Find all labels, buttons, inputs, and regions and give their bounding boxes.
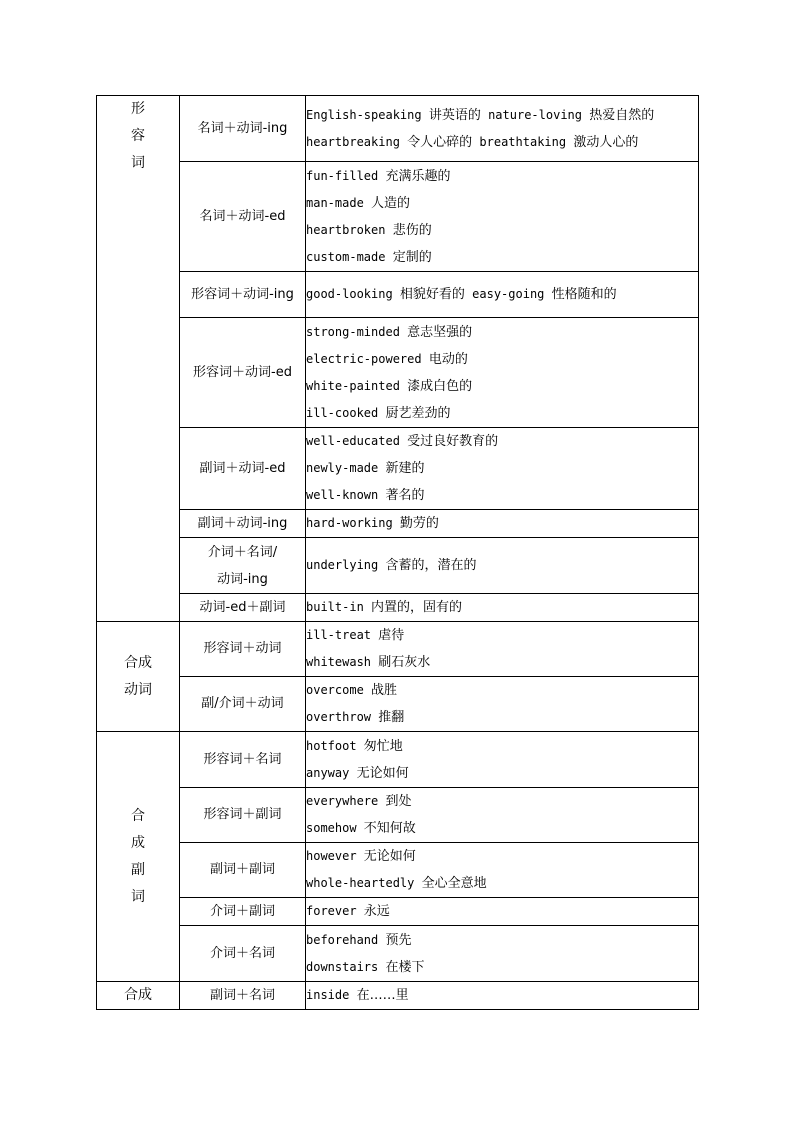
pattern-cell: 形容词＋动词-ing — [180, 272, 306, 318]
pattern-cell: 形容词＋副词 — [180, 788, 306, 843]
pattern-cell: 名词＋动词-ed — [180, 162, 306, 272]
pattern-cell: 副词＋动词-ing — [180, 510, 306, 538]
table-row — [97, 622, 699, 677]
example-line: overthrow 推翻 — [306, 710, 405, 725]
table-row — [97, 96, 699, 162]
pattern-cell: 介词＋名词 — [180, 926, 306, 982]
pattern-cell: 副词＋名词 — [180, 982, 306, 1010]
pattern-cell: 副/介词＋动词 — [180, 677, 306, 732]
pattern-cell: 副词＋副词 — [180, 843, 306, 898]
examples-cell — [306, 318, 699, 428]
examples-cell — [306, 622, 699, 677]
examples-cell — [306, 428, 699, 510]
example-line: ill-cooked 厨艺差劲的 — [306, 405, 451, 421]
table-row — [97, 594, 699, 622]
example-line: hard-working 勤劳的 — [306, 516, 439, 531]
table-row — [97, 318, 699, 428]
pattern-cell: 动词-ed＋副词 — [180, 594, 306, 622]
example-line: however 无论如何 — [306, 849, 416, 864]
table-row — [97, 428, 699, 510]
example-line: downstairs 在楼下 — [306, 959, 425, 975]
examples-cell — [306, 677, 699, 732]
table-row — [97, 982, 699, 1010]
example-line: overcome 战胜 — [306, 683, 398, 698]
example-line: beforehand 预先 — [306, 932, 412, 948]
category-compound: 合成 — [97, 982, 180, 1010]
pattern-cell: 形容词＋动词 — [180, 622, 306, 677]
example-line: underlying 含蓄的，潜在的 — [306, 558, 477, 573]
table-row — [97, 788, 699, 843]
example-line: heartbreaking 令人心碎的 breathtaking 激动人心的 — [306, 134, 639, 150]
example-line: strong-minded 意志坚强的 — [306, 324, 473, 340]
table-row — [97, 538, 699, 594]
compound-word-table — [96, 95, 699, 1010]
example-line: hotfoot 匆忙地 — [306, 738, 403, 754]
table-row — [97, 898, 699, 926]
table-row — [97, 510, 699, 538]
example-line: newly-made 新建的 — [306, 461, 425, 476]
example-line: English-speaking 讲英语的 nature-loving 热爱自然的 — [306, 107, 655, 123]
examples-cell — [306, 898, 699, 926]
examples-cell — [306, 162, 699, 272]
table-row — [97, 732, 699, 788]
pattern-cell: 形容词＋名词 — [180, 732, 306, 788]
examples-cell — [306, 843, 699, 898]
table-row — [97, 272, 699, 318]
example-line: man-made 人造的 — [306, 195, 411, 211]
example-line: well-known 著名的 — [306, 488, 425, 503]
example-line: well-educated 受过良好教育的 — [306, 434, 499, 449]
example-line: anyway 无论如何 — [306, 765, 409, 781]
example-line: good-looking 相貌好看的 easy-going 性格随和的 — [306, 287, 617, 302]
example-line: whole-heartedly 全心全意地 — [306, 876, 487, 891]
table-row — [97, 677, 699, 732]
examples-cell — [306, 594, 699, 622]
examples-cell — [306, 982, 699, 1010]
pattern-cell: 副词＋动词-ed — [180, 428, 306, 510]
category-adjective: 形 容 词 — [97, 96, 180, 622]
example-line: custom-made 定制的 — [306, 249, 432, 265]
examples-cell — [306, 926, 699, 982]
examples-cell — [306, 96, 699, 162]
examples-cell — [306, 510, 699, 538]
pattern-cell: 介词＋副词 — [180, 898, 306, 926]
examples-cell — [306, 732, 699, 788]
table-row — [97, 843, 699, 898]
pattern-cell: 形容词＋动词-ed — [180, 318, 306, 428]
pattern-cell: 名词＋动词-ing — [180, 96, 306, 162]
example-line: everywhere 到处 — [306, 794, 412, 809]
table-row — [97, 162, 699, 272]
example-line: fun-filled 充满乐趣的 — [306, 168, 451, 184]
examples-cell — [306, 272, 699, 318]
examples-cell — [306, 788, 699, 843]
example-line: white-painted 漆成白色的 — [306, 378, 473, 394]
example-line: built-in 内置的，固有的 — [306, 600, 463, 615]
pattern-cell: 介词＋名词/ 动词-ing — [180, 538, 306, 594]
example-line: inside 在……里 — [306, 988, 409, 1003]
table-row — [97, 926, 699, 982]
example-line: ill-treat 虐待 — [306, 628, 405, 643]
example-line: forever 永远 — [306, 904, 390, 919]
example-line: electric-powered 电动的 — [306, 351, 468, 367]
category-adverb: 合 成 副 词 — [97, 732, 180, 982]
example-line: somehow 不知何故 — [306, 821, 416, 836]
examples-cell — [306, 538, 699, 594]
category-verb: 合成 动词 — [97, 622, 180, 732]
example-line: heartbroken 悲伤的 — [306, 222, 432, 238]
example-line: whitewash 刷石灰水 — [306, 655, 431, 670]
